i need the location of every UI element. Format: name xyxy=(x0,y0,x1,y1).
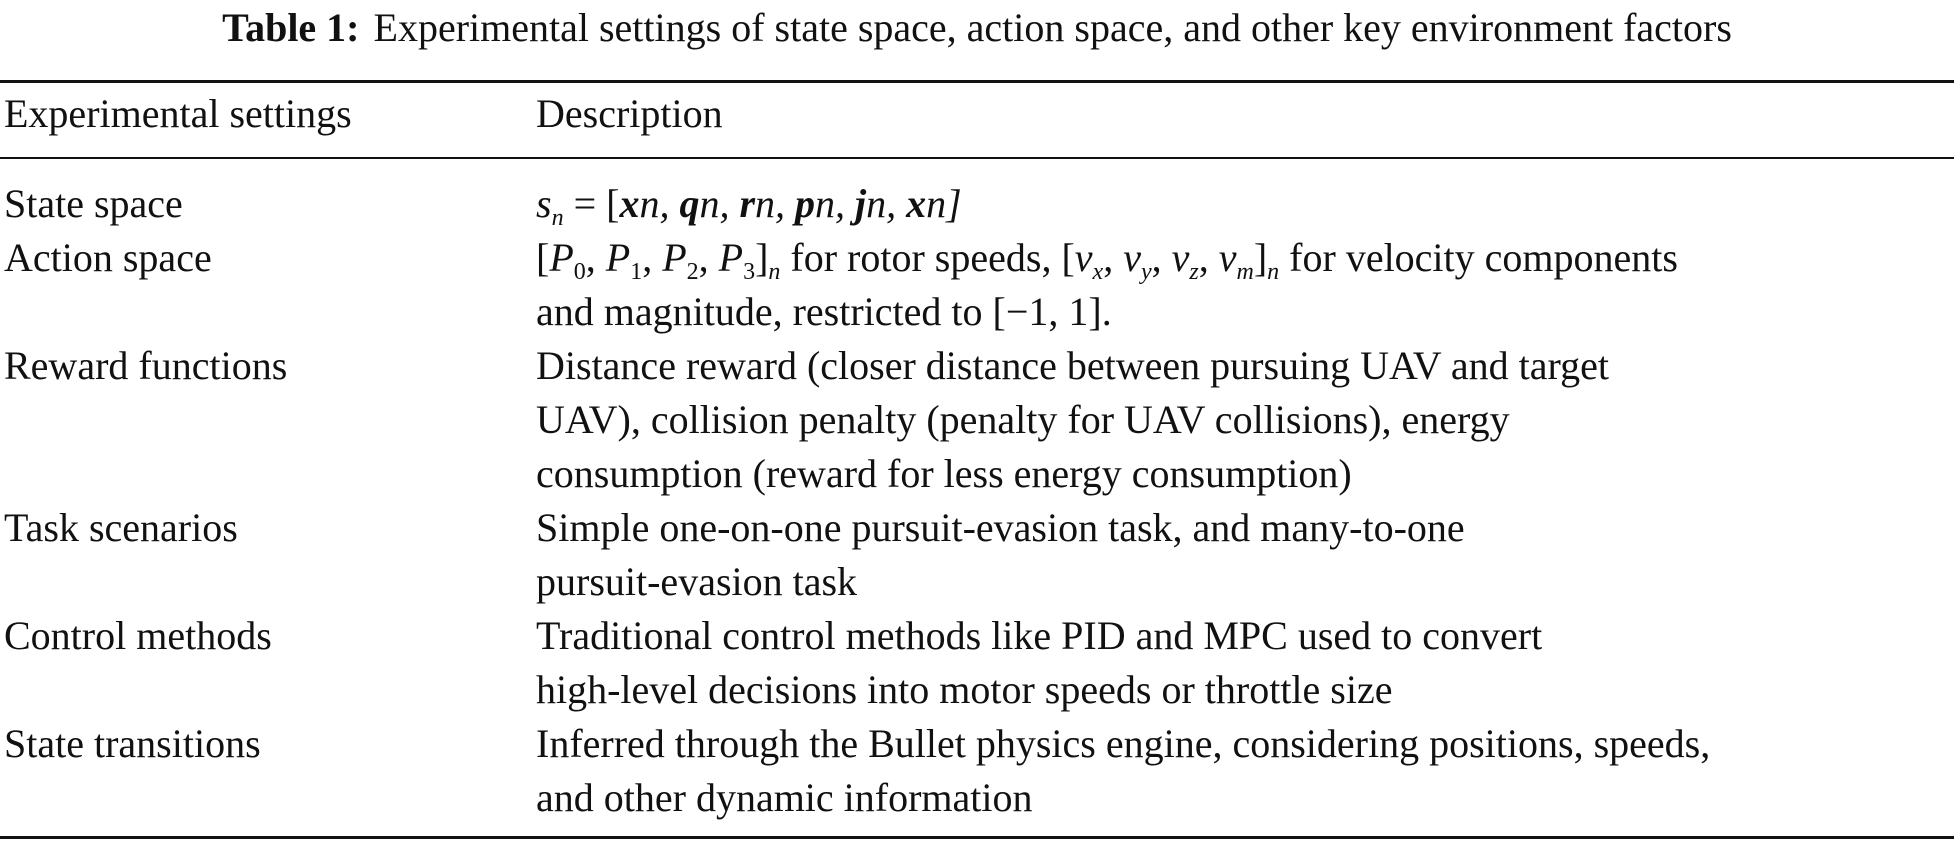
description-cell xyxy=(536,501,1952,609)
description-line: Inferred through the Bullet physics engine, considering positions, speeds, xyxy=(536,721,1711,766)
table-row-control-methods xyxy=(0,609,1954,717)
table-caption xyxy=(0,4,1954,52)
description-cell xyxy=(536,177,1952,231)
table-row-state-transitions xyxy=(0,717,1954,825)
setting-cell: Control methods xyxy=(4,613,272,658)
table-row-task-scenarios xyxy=(0,501,1954,609)
header-experimental-settings: Experimental settings xyxy=(4,91,352,136)
setting-cell: Task scenarios xyxy=(4,505,238,550)
description-line: consumption (reward for less energy consumption) xyxy=(536,451,1352,496)
description-line: pursuit-evasion task xyxy=(536,559,858,604)
top-rule xyxy=(0,80,1954,83)
description-line: UAV), collision penalty (penalty for UAV collisions), energy xyxy=(536,397,1510,442)
header-description: Description xyxy=(536,91,723,136)
table-label: Table 1: xyxy=(222,5,360,50)
description-cell xyxy=(536,339,1952,501)
description-line: Simple one-on-one pursuit-evasion task, and many-to-one xyxy=(536,505,1465,550)
description-cell xyxy=(536,609,1952,717)
header-rule xyxy=(0,157,1954,159)
setting-cell: Reward functions xyxy=(4,343,288,388)
table-header-row xyxy=(0,88,1954,148)
setting-cell: Action space xyxy=(4,235,212,280)
table-row-state-space xyxy=(0,177,1954,231)
description-line: high-level decisions into motor speeds or throttle size xyxy=(536,667,1393,712)
setting-cell: State space xyxy=(4,181,183,226)
table-body xyxy=(0,177,1954,825)
state-space-formula: $s_n = [xn$, qn, rn, pn, jn, xn] xyxy=(536,181,962,231)
action-space-formula: [$P_0$, $P_1$, $P_2$, $P_3]_n$ for rotor speeds, [$v_x$, $v_y$, $v_z$, $v_m]_n$ for velocity components xyxy=(536,235,1678,285)
bottom-rule xyxy=(0,836,1954,839)
description-cell xyxy=(536,717,1952,825)
setting-cell: State transitions xyxy=(4,721,261,766)
description-line: and magnitude, restricted to [−1, 1]. xyxy=(536,289,1112,334)
description-line: Distance reward (closer distance between pursuing UAV and target xyxy=(536,343,1609,388)
table-row-action-space xyxy=(0,231,1954,339)
table-row-reward-functions xyxy=(0,339,1954,501)
caption-text: Experimental settings of state space, action space, and other key environment factors xyxy=(373,5,1732,50)
description-line: Traditional control methods like PID and MPC used to convert xyxy=(536,613,1543,658)
description-line: and other dynamic information xyxy=(536,775,1033,820)
description-cell xyxy=(536,231,1952,339)
